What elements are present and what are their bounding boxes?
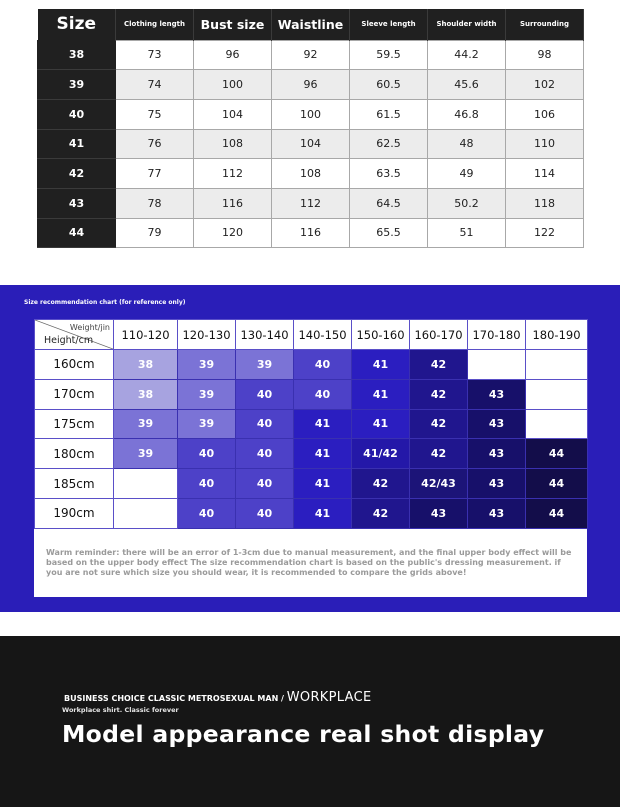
measurement-cell: 100: [272, 99, 350, 129]
recommended-size-cell: 40: [294, 379, 352, 409]
height-row: [35, 350, 588, 380]
size-row: [38, 159, 584, 189]
banner-subtitle: Workplace shirt. Classic forever: [62, 706, 179, 714]
height-row: [35, 439, 588, 469]
measurement-cell: 59.5: [350, 40, 428, 70]
size-label-cell: 39: [38, 70, 116, 100]
size-row: [38, 188, 584, 218]
size-label-cell: 43: [38, 188, 116, 218]
weight-range-header: 120-130: [178, 320, 236, 350]
measurement-cell: 79: [116, 218, 194, 248]
height-label-cell: 160cm: [35, 350, 114, 380]
size-label-cell: 41: [38, 129, 116, 159]
size-row: [38, 40, 584, 70]
size-label-cell: 40: [38, 99, 116, 129]
measurement-cell: 62.5: [350, 129, 428, 159]
corner-header: [35, 320, 114, 350]
measurement-cell: 118: [506, 188, 584, 218]
measurement-cell: 75: [116, 99, 194, 129]
recommended-size-cell: 41: [294, 469, 352, 499]
banner-tag-small: BUSINESS CHOICE CLASSIC METROSEXUAL MAN /: [64, 694, 284, 703]
height-row: [35, 409, 588, 439]
measurement-cell: 108: [194, 129, 272, 159]
header-bust-size: Bust size: [194, 9, 272, 40]
recommended-size-cell: 42: [410, 379, 468, 409]
measurement-cell: 112: [194, 159, 272, 189]
recommended-size-cell: 39: [114, 409, 178, 439]
empty-size-cell: [526, 379, 588, 409]
recommended-size-cell: 41: [294, 498, 352, 528]
recommendation-card: [34, 319, 587, 597]
measurement-cell: 110: [506, 129, 584, 159]
size-chart-header-row: [38, 9, 584, 40]
recommended-size-cell: 40: [236, 469, 294, 499]
measurement-cell: 46.8: [428, 99, 506, 129]
measurement-cell: 51: [428, 218, 506, 248]
measurement-cell: 44.2: [428, 40, 506, 70]
recommended-size-cell: 44: [526, 469, 588, 499]
header-waistline: Waistline: [272, 9, 350, 40]
measurement-cell: 106: [506, 99, 584, 129]
measurement-cell: 116: [194, 188, 272, 218]
weight-range-header: 110-120: [114, 320, 178, 350]
recommended-size-cell: 42: [410, 409, 468, 439]
measurement-cell: 104: [194, 99, 272, 129]
recommended-size-cell: 39: [236, 350, 294, 380]
measurement-cell: 100: [194, 70, 272, 100]
recommended-size-cell: 39: [178, 350, 236, 380]
recommended-size-cell: 40: [236, 379, 294, 409]
measurement-cell: 114: [506, 159, 584, 189]
height-axis-label: Height/cm: [44, 335, 94, 346]
empty-size-cell: [114, 498, 178, 528]
recommended-size-cell: 43: [468, 439, 526, 469]
weight-range-header: 170-180: [468, 320, 526, 350]
weight-axis-label: Weight/jin: [69, 323, 110, 332]
height-label-cell: 190cm: [35, 498, 114, 528]
measurement-cell: 96: [194, 40, 272, 70]
recommended-size-cell: 40: [294, 350, 352, 380]
recommended-size-cell: 40: [236, 439, 294, 469]
recommended-size-cell: 42: [410, 439, 468, 469]
height-row: [35, 469, 588, 499]
header-shoulder-width: Shoulder width: [428, 9, 506, 40]
measurement-cell: 104: [272, 129, 350, 159]
banner-title: Model appearance real shot display: [62, 720, 545, 748]
empty-size-cell: [114, 469, 178, 499]
measurement-cell: 108: [272, 159, 350, 189]
measurement-cell: 50.2: [428, 188, 506, 218]
size-label-cell: 38: [38, 40, 116, 70]
weight-range-header: 180-190: [526, 320, 588, 350]
measurement-cell: 92: [272, 40, 350, 70]
height-label-cell: 180cm: [35, 439, 114, 469]
height-row: [35, 379, 588, 409]
height-label-cell: 175cm: [35, 409, 114, 439]
measurement-cell: 116: [272, 218, 350, 248]
size-row: [38, 218, 584, 248]
warm-reminder-note: Warm reminder: there will be an error of 1-3cm due to manual measurement, and the final upper body effect will be based on the upper body effect The size recommendation chart is based on the public's dressing measurement. if you are not sure which size you should wear, it is recommended to compare the grids above!: [46, 548, 572, 577]
recommended-size-cell: 42: [352, 498, 410, 528]
recommended-size-cell: 43: [468, 498, 526, 528]
recommended-size-cell: 44: [526, 439, 588, 469]
empty-size-cell: [526, 350, 588, 380]
recommended-size-cell: 38: [114, 379, 178, 409]
recommendation-title: Size recommendation chart (for reference only): [24, 299, 186, 306]
recommended-size-cell: 41/42: [352, 439, 410, 469]
measurement-cell: 78: [116, 188, 194, 218]
recommended-size-cell: 40: [178, 498, 236, 528]
header-surrounding: Surrounding: [506, 9, 584, 40]
recommended-size-cell: 41: [352, 409, 410, 439]
size-label-cell: 44: [38, 218, 116, 248]
recommended-size-cell: 41: [352, 350, 410, 380]
recommended-size-cell: 42: [352, 469, 410, 499]
recommended-size-cell: 43: [468, 379, 526, 409]
header-sleeve-length: Sleeve length: [350, 9, 428, 40]
measurement-cell: 65.5: [350, 218, 428, 248]
recommended-size-cell: 40: [178, 439, 236, 469]
size-chart-table: [37, 9, 584, 248]
measurement-cell: 122: [506, 218, 584, 248]
recommended-size-cell: 40: [236, 409, 294, 439]
empty-size-cell: [526, 409, 588, 439]
recommended-size-cell: 39: [178, 379, 236, 409]
model-display-banner: [0, 636, 620, 807]
size-label-cell: 42: [38, 159, 116, 189]
measurement-cell: 63.5: [350, 159, 428, 189]
weight-range-header: 160-170: [410, 320, 468, 350]
recommended-size-cell: 42/43: [410, 469, 468, 499]
size-recommendation-section: [0, 285, 620, 612]
banner-tagline: [64, 690, 371, 705]
recommended-size-cell: 41: [352, 379, 410, 409]
measurement-cell: 74: [116, 70, 194, 100]
size-row: [38, 99, 584, 129]
recommended-size-cell: 43: [410, 498, 468, 528]
banner-tag-workplace: WORKPLACE: [286, 690, 372, 705]
recommended-size-cell: 44: [526, 498, 588, 528]
recommended-size-cell: 41: [294, 439, 352, 469]
recommended-size-cell: 40: [236, 498, 294, 528]
recommended-size-cell: 38: [114, 350, 178, 380]
height-row: [35, 498, 588, 528]
recommended-size-cell: 40: [178, 469, 236, 499]
size-row: [38, 70, 584, 100]
measurement-cell: 61.5: [350, 99, 428, 129]
header-size: Size: [38, 9, 116, 40]
recommended-size-cell: 39: [178, 409, 236, 439]
measurement-cell: 120: [194, 218, 272, 248]
recommended-size-cell: 43: [468, 469, 526, 499]
measurement-cell: 49: [428, 159, 506, 189]
weight-range-header: 130-140: [236, 320, 294, 350]
height-label-cell: 170cm: [35, 379, 114, 409]
height-label-cell: 185cm: [35, 469, 114, 499]
recommendation-table: [34, 319, 588, 529]
measurement-cell: 60.5: [350, 70, 428, 100]
measurement-cell: 45.6: [428, 70, 506, 100]
empty-size-cell: [468, 350, 526, 380]
measurement-cell: 64.5: [350, 188, 428, 218]
measurement-cell: 98: [506, 40, 584, 70]
size-row: [38, 129, 584, 159]
recommended-size-cell: 42: [410, 350, 468, 380]
recommended-size-cell: 39: [114, 439, 178, 469]
measurement-cell: 77: [116, 159, 194, 189]
header-clothing-length: Clothing length: [116, 9, 194, 40]
measurement-cell: 73: [116, 40, 194, 70]
measurement-cell: 76: [116, 129, 194, 159]
recommended-size-cell: 41: [294, 409, 352, 439]
recommendation-header-row: [35, 320, 588, 350]
measurement-cell: 96: [272, 70, 350, 100]
measurement-cell: 102: [506, 70, 584, 100]
weight-range-header: 150-160: [352, 320, 410, 350]
measurement-cell: 112: [272, 188, 350, 218]
weight-range-header: 140-150: [294, 320, 352, 350]
recommended-size-cell: 43: [468, 409, 526, 439]
measurement-cell: 48: [428, 129, 506, 159]
